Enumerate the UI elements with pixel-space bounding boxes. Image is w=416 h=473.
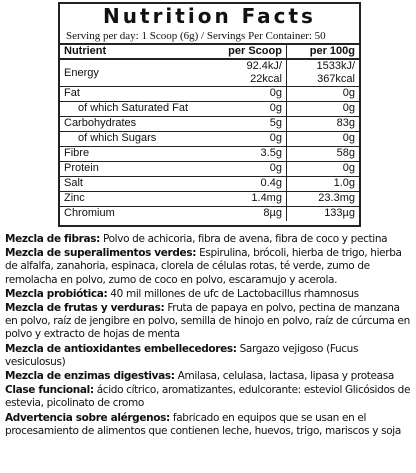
header-per-100g: per 100g xyxy=(286,45,359,59)
per-scoop-value: 5g xyxy=(206,117,286,132)
ingredient-paragraph xyxy=(5,302,413,342)
ingredient-text: fabricado en equipos que se usan en el procesamiento de alimentos que contienen leche, huevos, trigo, mariscos y soja xyxy=(5,411,401,437)
ingredient-label: Mezcla de enzimas digestivas: xyxy=(5,370,175,383)
table-row xyxy=(60,87,359,102)
per-scoop-value: 0g xyxy=(206,132,286,147)
ingredient-paragraph xyxy=(5,288,413,301)
nutrient-name: Zinc xyxy=(60,192,206,207)
ingredient-paragraph xyxy=(5,370,413,383)
nutrient-name: Fat xyxy=(60,87,206,102)
per-scoop-value: 0g xyxy=(206,102,286,117)
header-nutrient: Nutrient xyxy=(60,45,206,59)
per-100g-value: 0g xyxy=(286,87,359,102)
table-row xyxy=(60,162,359,177)
per-100g-value: 0g xyxy=(286,102,359,117)
ingredient-label: Mezcla de fibras: xyxy=(5,233,100,245)
nutrition-facts-panel xyxy=(58,2,361,227)
per-100g-value: 1.0g xyxy=(286,177,359,192)
ingredient-text: Amilasa, celulasa, lactasa, lipasa y proteasa xyxy=(174,370,394,383)
per-100g-value: 58g xyxy=(286,147,359,162)
nutrient-name: Protein xyxy=(60,162,206,177)
per-100g-value: 0g xyxy=(286,132,359,147)
ingredient-label: Mezcla de antioxidantes embellecedores: xyxy=(5,342,237,355)
per-scoop-value: 0.4g xyxy=(206,177,286,192)
ingredient-text: 40 mil millones de ufc de Lactobacillus rhamnosus xyxy=(107,287,359,300)
table-row-energy xyxy=(60,59,359,87)
energy-100g-kcal: 367kcal xyxy=(317,73,355,85)
ingredient-text: Sargazo vejigoso (Fucus vesiculosus) xyxy=(5,342,359,368)
serving-info: Serving per day: 1 Scoop (6g) / Servings Per Container: 50 xyxy=(60,29,359,45)
nutrient-name: Energy xyxy=(60,59,206,87)
ingredient-label: Mezcla probiótica: xyxy=(5,287,108,300)
per-scoop-value: 0g xyxy=(206,87,286,102)
table-row xyxy=(60,177,359,192)
per-scoop-value xyxy=(206,59,286,87)
ingredient-label: Clase funcional: xyxy=(5,384,94,397)
nutrient-name: Chromium xyxy=(64,207,115,219)
nutrition-facts-title: Nutrition Facts xyxy=(103,4,316,28)
per-100g-value: 83g xyxy=(286,117,359,132)
per-100g-value: 133µg xyxy=(286,207,359,222)
ingredients-list xyxy=(5,233,413,439)
table-row xyxy=(60,132,359,147)
table-row xyxy=(60,147,359,162)
ingredient-paragraph xyxy=(5,233,413,246)
per-scoop-value: 8µg xyxy=(263,207,282,219)
per-scoop-value: 1.4mg xyxy=(206,192,286,207)
ingredient-label: Mezcla de superalimentos verdes: xyxy=(5,247,197,260)
nutrient-name: of which Saturated Fat xyxy=(60,102,206,117)
per-scoop-value: 0g xyxy=(206,162,286,177)
ingredient-paragraph xyxy=(5,343,413,369)
ingredient-paragraph xyxy=(5,384,413,410)
table-row xyxy=(60,117,359,132)
nutrition-table xyxy=(60,45,359,221)
ingredient-text: Polvo de achicoria, fibra de avena, fibra de coco y pectina xyxy=(100,233,388,245)
ingredient-text: ácido cítrico, aromatizantes, edulcorante: esteviol Glicósidos de estevia, picolinato de cromo xyxy=(5,384,411,410)
ingredient-text: Espirulina, brócoli, hierba de trigo, hierba de alfalfa, zanahoria, espinaca, clorela de células rotas, té verde, zumo de remolacha en polvo, zumo de coco en polvo, escaramujo y acerola. xyxy=(5,247,402,286)
nutrient-name: Carbohydrates xyxy=(60,117,206,132)
per-100g-value: 23.3mg xyxy=(286,192,359,207)
per-100g-value xyxy=(286,59,359,87)
per-100g-value: 0g xyxy=(286,162,359,177)
ingredient-paragraph xyxy=(5,247,413,287)
header-per-scoop: per Scoop xyxy=(206,45,286,59)
nutrient-name: Fibre xyxy=(60,147,206,162)
energy-100g-kj: 1533kJ/ xyxy=(316,60,355,72)
table-row xyxy=(60,192,359,207)
ingredient-paragraph xyxy=(5,412,413,438)
per-scoop-value: 3.5g xyxy=(206,147,286,162)
energy-scoop-kj: 92.4kJ/ xyxy=(246,60,282,72)
table-row xyxy=(60,207,359,222)
ingredient-text: Fruta de papaya en polvo, pectina de manzana en polvo, raíz de jengibre en polvo, semilla de hinojo en polvo, raíz de cúrcuma en polvo y extracto de hojas de menta xyxy=(5,302,410,341)
table-row xyxy=(60,102,359,117)
energy-scoop-kcal: 22kcal xyxy=(250,73,282,85)
table-header-row xyxy=(60,45,359,59)
ingredient-label: Mezcla de frutas y verduras: xyxy=(5,302,165,315)
nutrient-name: Salt xyxy=(60,177,206,192)
nutrient-name: of which Sugars xyxy=(60,132,206,147)
ingredient-label: Advertencia sobre alérgenos: xyxy=(5,411,170,424)
